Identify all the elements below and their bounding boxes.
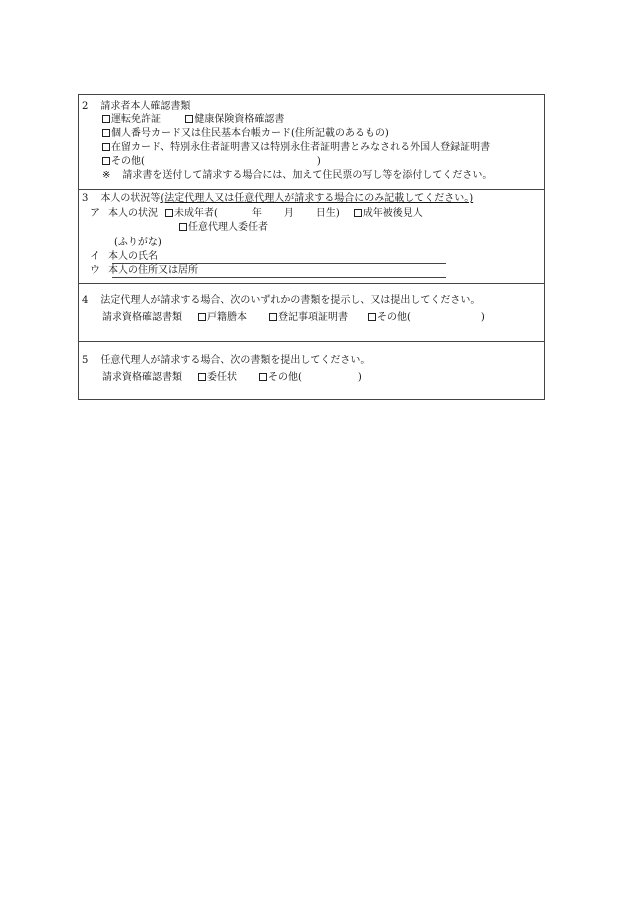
section-3-name-row <box>90 251 158 263</box>
section-2-row-2 <box>102 128 389 140</box>
year-label: 年 <box>251 208 262 219</box>
proxy-delegator-label: 任意代理人委任者 <box>188 222 268 233</box>
health-insurance-checkbox[interactable] <box>185 115 193 123</box>
other-document-close: ) <box>316 156 321 167</box>
section-3 <box>79 189 544 284</box>
family-register-label: 戸籍謄本 <box>207 312 247 323</box>
section-3-number: 3 <box>82 193 89 204</box>
section-4-label: 請求資格確認書類 <box>102 312 182 323</box>
section-5-other-open: その他( <box>268 372 302 383</box>
item-a-mark: ア <box>90 208 100 219</box>
month-label: 月 <box>283 208 294 219</box>
item-i-label: 本人の氏名 <box>108 251 158 262</box>
section-5-heading <box>82 355 370 367</box>
name-field[interactable] <box>112 263 446 264</box>
section-2-note <box>102 170 492 182</box>
section-5-label: 請求資格確認書類 <box>102 372 182 383</box>
section-4 <box>79 283 544 342</box>
note-mark: ※ <box>102 170 111 181</box>
furigana-label: (ふりがな) <box>114 237 162 248</box>
registry-certificate-checkbox[interactable] <box>269 313 277 321</box>
residence-card-checkbox[interactable] <box>102 143 110 151</box>
section-3-address-row <box>90 265 198 277</box>
section-4-options <box>102 312 485 324</box>
section-2-number: 2 <box>82 101 89 112</box>
section-4-heading <box>82 295 480 307</box>
section-4-number: 4 <box>82 295 89 306</box>
section-5-other-checkbox[interactable] <box>259 373 267 381</box>
section-4-other-checkbox[interactable] <box>368 313 376 321</box>
my-number-card-label: 個人番号カード又は住民基本台帳カード(住所記載のあるもの) <box>111 128 389 139</box>
item-u-label: 本人の住所又は居所 <box>108 265 198 276</box>
section-4-other-close: ) <box>480 312 485 323</box>
item-i-mark: イ <box>90 251 100 262</box>
section-4-title: 法定代理人が請求する場合、次のいずれかの書類を提示し、又は提出してください。 <box>100 295 481 306</box>
section-3-title-note: (法定代理人又は任意代理人が請求する場合にのみ記載してください。) <box>160 193 474 204</box>
section-2-row-4 <box>102 156 321 168</box>
section-5 <box>79 341 544 401</box>
registry-certificate-label: 登記事項証明書 <box>278 312 348 323</box>
section-5-options <box>102 372 362 384</box>
section-2-row-1 <box>102 114 284 126</box>
section-5-other-close: ) <box>357 372 362 383</box>
power-of-attorney-label: 委任状 <box>207 372 237 383</box>
adult-guardian-label: 成年被後見人 <box>362 208 423 219</box>
note-text: 請求書を送付して請求する場合には、加えて住民票の写し等を添付してください。 <box>122 170 493 181</box>
item-a-label: 本人の状況 <box>108 208 158 219</box>
my-number-card-checkbox[interactable] <box>102 129 110 137</box>
drivers-license-label: 運転免許証 <box>111 114 161 125</box>
power-of-attorney-checkbox[interactable] <box>198 373 206 381</box>
section-2-row-3 <box>102 142 490 154</box>
identity-verification-form <box>78 94 545 400</box>
family-register-checkbox[interactable] <box>198 313 206 321</box>
section-3-heading <box>82 193 473 205</box>
section-4-other-open: その他( <box>377 312 411 323</box>
adult-guardian-checkbox[interactable] <box>354 209 362 217</box>
item-u-mark: ウ <box>90 265 100 276</box>
address-field[interactable] <box>112 277 446 278</box>
health-insurance-label: 健康保険資格確認書 <box>194 114 285 125</box>
minor-checkbox[interactable] <box>165 209 173 217</box>
residence-card-label: 在留カード、特別永住者証明書又は特別永住者証明書とみなされる外国人登録証明書 <box>111 142 491 153</box>
section-2 <box>79 95 544 189</box>
other-document-checkbox[interactable] <box>102 157 110 165</box>
minor-label: 未成年者( <box>174 208 218 219</box>
section-2-title: 請求者本人確認書類 <box>100 101 191 112</box>
section-3-title: 本人の状況等 <box>100 193 161 204</box>
section-2-heading <box>82 101 190 113</box>
other-document-open: その他( <box>111 156 145 167</box>
section-5-number: 5 <box>82 355 89 366</box>
section-3-status-row <box>90 208 423 220</box>
section-5-title: 任意代理人が請求する場合、次の書類を提出してください。 <box>100 355 371 366</box>
birth-label: 日生) <box>315 208 340 219</box>
proxy-delegator-checkbox[interactable] <box>179 223 187 231</box>
section-3-proxy-row <box>179 222 268 234</box>
drivers-license-checkbox[interactable] <box>102 115 110 123</box>
